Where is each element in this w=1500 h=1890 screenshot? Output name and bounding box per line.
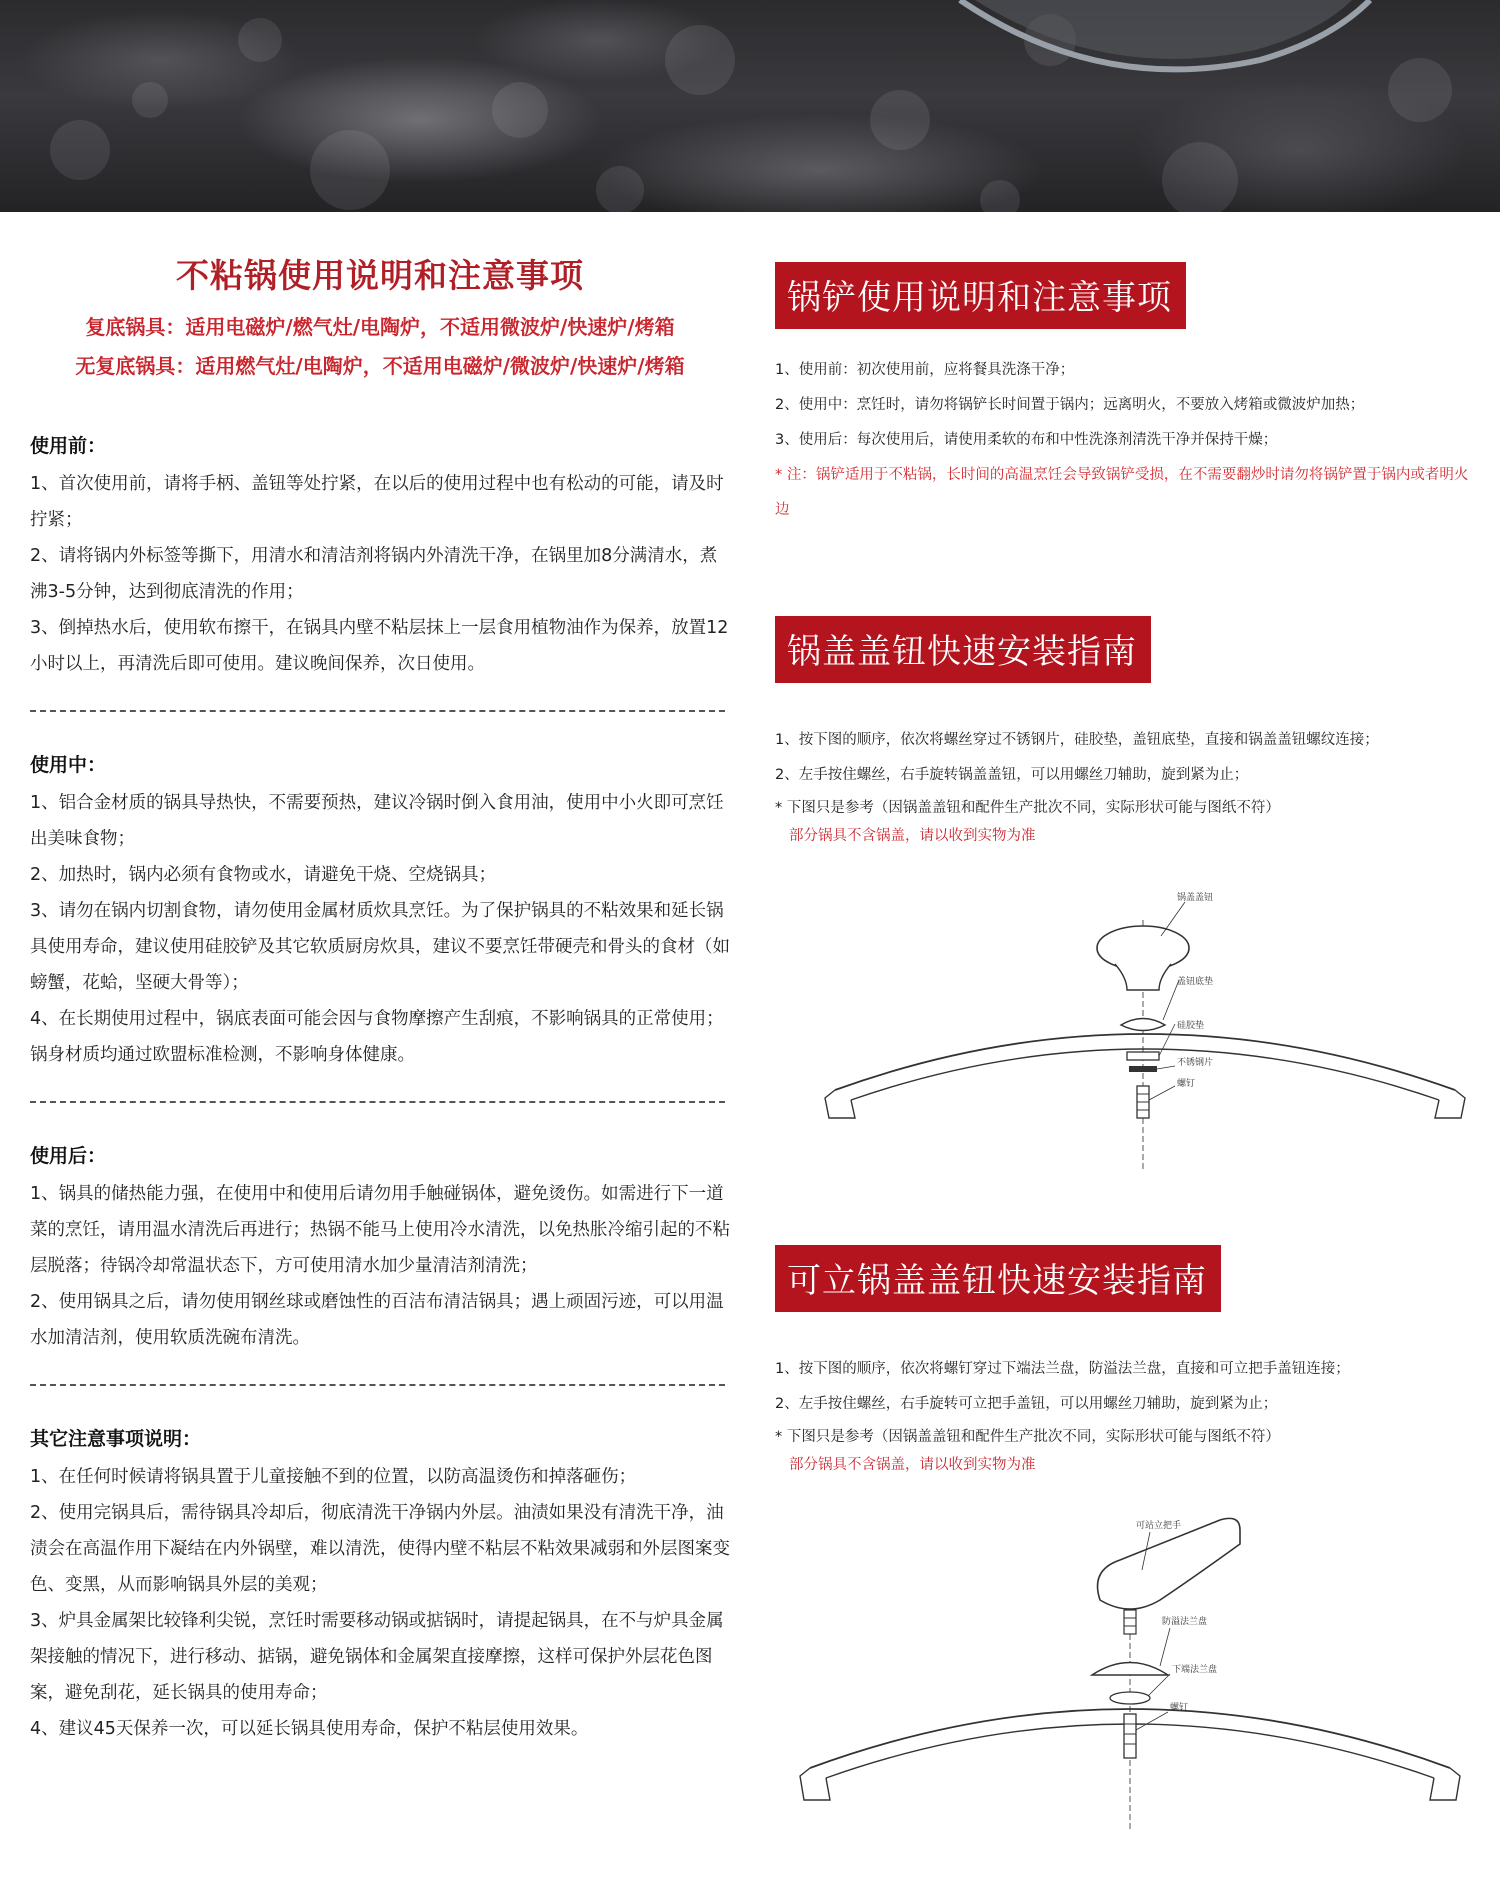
- lid-not-included-note: 部分锅具不含锅盖，请以收到实物为准: [789, 1457, 1036, 1473]
- label-gasket: 硅胶垫: [1177, 1021, 1205, 1031]
- section-heading: 使用前：: [30, 435, 107, 457]
- section-heading: 使用后：: [30, 1145, 107, 1167]
- list-item: 4、在长期使用过程中，锅底表面可能会因与食物摩擦产生刮痕，不影响锅具的正常使用；锅身材质均通过欧盟标准检测，不影响身体健康。: [30, 1009, 724, 1065]
- compatibility-double-bottom: 复底锅具：适用电磁炉/燃气灶/电陶炉，不适用微波炉/快速炉/烤箱: [85, 315, 675, 339]
- knob-install-section: [775, 616, 1475, 849]
- reference-note: * 下图只是参考（因锅盖盖钮和配件生产批次不同，实际形状可能与图纸不符）: [775, 1429, 1280, 1445]
- top-photo-banner: [0, 0, 1500, 212]
- standing-knob-diagram: [790, 1500, 1480, 1830]
- compatibility-no-double-bottom: 无复底锅具：适用燃气灶/电陶炉，不适用电磁炉/微波炉/快速炉/烤箱: [75, 354, 685, 378]
- lid-not-included-note: 部分锅具不含锅盖，请以收到实物为准: [789, 828, 1036, 844]
- spatula-note: * 注：锅铲适用于不粘锅，长时间的高温烹饪会导致锅铲受损，在不需要翻炒时请勿将锅铲置于锅内或者明火边: [775, 467, 1469, 518]
- dashed-divider: [30, 1101, 725, 1103]
- nonstick-title: 不粘锅使用说明和注意事项: [176, 256, 584, 295]
- spatula-section: [775, 262, 1475, 528]
- list-item: 2、请将锅内外标签等撕下，用清水和清洁剂将锅内外清洗干净，在锅里加8分满清水，煮沸3-5分钟，达到彻底清洗的作用；: [30, 546, 718, 602]
- list-item: 3、炉具金属架比较锋利尖锐，烹饪时需要移动锅或掂锅时，请提起锅具，在不与炉具金属架接触的情况下，进行移动、掂锅，避免锅体和金属架直接摩擦，这样可保护外层花色图案，避免刮花，延长锅具的使用寿命；: [30, 1611, 724, 1703]
- standing-handle-shape: [1098, 1518, 1241, 1609]
- reference-note: * 下图只是参考（因锅盖盖钮和配件生产批次不同，实际形状可能与图纸不符）: [775, 800, 1280, 816]
- label-screw: 螺钉: [1177, 1079, 1196, 1089]
- list-item: 1、铝合金材质的锅具导热快，不需要预热，建议冷锅时倒入食用油，使用中小火即可烹饪出美味食物；: [30, 793, 724, 849]
- list-item: 3、请勿在锅内切割食物，请勿使用金属材质炊具烹饪。为了保护锅具的不粘效果和延长锅具使用寿命，建议使用硅胶铲及其它软质厨房炊具，建议不要烹饪带硬壳和骨头的食材（如螃蟹，花蛤，坚硬大骨等）；: [30, 901, 730, 993]
- list-item: 1、按下图的顺序，依次将螺丝穿过不锈钢片，硅胶垫，盖钮底垫，直接和锅盖盖钮螺纹连接；: [775, 732, 1379, 748]
- label-plate: 不锈钢片: [1177, 1058, 1214, 1068]
- list-item: 3、使用后：每次使用后，请使用柔软的布和中性洗涤剂清洗干净并保持干燥；: [775, 432, 1278, 448]
- dashed-divider: [30, 710, 725, 712]
- label-base: 盖钮底垫: [1177, 977, 1214, 987]
- list-item: 1、在任何时候请将锅具置于儿童接触不到的位置，以防高温烫伤和掉落砸伤；: [30, 1467, 637, 1487]
- banner-texture: [0, 0, 1500, 212]
- list-item: 2、使用锅具之后，请勿使用钢丝球或磨蚀性的百洁布清洁锅具；遇上顽固污迹，可以用温水加清洁剂，使用软质洗碗布清洗。: [30, 1292, 724, 1348]
- label-lower-flange: 下端法兰盘: [1172, 1665, 1218, 1675]
- list-item: 2、使用中：烹饪时，请勿将锅铲长时间置于锅内；远离明火，不要放入烤箱或微波炉加热；: [775, 397, 1365, 413]
- knob-assembly-diagram: [815, 890, 1475, 1170]
- list-item: 3、倒掉热水后，使用软布擦干，在锅具内壁不粘层抹上一层食用植物油作为保养，放置12小时以上，再清洗后即可使用。建议晚间保养，次日使用。: [30, 618, 729, 674]
- section-after-use: [30, 1141, 730, 1356]
- lid-outline: [835, 1034, 1455, 1090]
- list-item: 2、左手按住螺丝，右手旋转可立把手盖钮，可以用螺丝刀辅助，旋到紧为止；: [775, 1396, 1278, 1412]
- spatula-title: 锅铲使用说明和注意事项: [775, 262, 1186, 329]
- section-heading: 其它注意事项说明：: [30, 1428, 202, 1450]
- list-item: 1、锅具的储热能力强，在使用中和使用后请勿用手触碰锅体，避免烫伤。如需进行下一道菜的烹饪，请用温水清洗后再进行；热锅不能马上使用冷水清洗，以免热胀冷缩引起的不粘层脱落；待锅冷却常温状态下，方可使用清水加少量清洁剂清洗；: [30, 1184, 730, 1276]
- section-heading: 使用中：: [30, 754, 107, 776]
- list-item: 2、加热时，锅内必须有食物或水，请避免干烧、空烧锅具；: [30, 865, 497, 885]
- dashed-divider: [30, 1384, 725, 1386]
- standing-knob-title: 可立锅盖盖钮快速安装指南: [775, 1245, 1221, 1312]
- list-item: 1、使用前：初次使用前，应将餐具洗涤干净；: [775, 362, 1075, 378]
- section-before-use: [30, 431, 730, 682]
- list-item: 2、左手按住螺丝，右手旋转锅盖盖钮，可以用螺丝刀辅助，旋到紧为止；: [775, 767, 1249, 783]
- section-other-notes: [30, 1424, 730, 1747]
- knob-shape: [1097, 926, 1189, 970]
- section-during-use: [30, 750, 730, 1073]
- label-standing-handle: 可站立把手: [1136, 1521, 1182, 1531]
- list-item: 1、首次使用前，请将手柄、盖钮等处拧紧，在以后的使用过程中也有松动的可能，请及时拧紧；: [30, 474, 724, 530]
- list-item: 1、按下图的顺序，依次将螺钉穿过下端法兰盘，防溢法兰盘，直接和可立把手盖钮连接；: [775, 1361, 1350, 1377]
- list-item: 4、建议45天保养一次，可以延长锅具使用寿命，保护不粘层使用效果。: [30, 1719, 589, 1739]
- accessory-guide-column: [775, 262, 1475, 849]
- label-anti-overflow-flange: 防溢法兰盘: [1162, 1617, 1208, 1627]
- list-item: 2、使用完锅具后，需待锅具冷却后，彻底清洗干净锅内外层。油渍如果没有清洗干净，油渍会在高温作用下凝结在内外锅壁，难以清洗，使得内壁不粘层不粘效果减弱和外层图案变色、变黑，从而影响锅具外层的美观；: [30, 1503, 730, 1595]
- label-screw: 螺钉: [1170, 1703, 1189, 1713]
- standing-knob-section: [775, 1245, 1475, 1478]
- knob-install-title: 锅盖盖钮快速安装指南: [775, 616, 1151, 683]
- nonstick-instructions-column: [30, 250, 730, 1747]
- label-knob: 锅盖盖钮: [1177, 893, 1214, 903]
